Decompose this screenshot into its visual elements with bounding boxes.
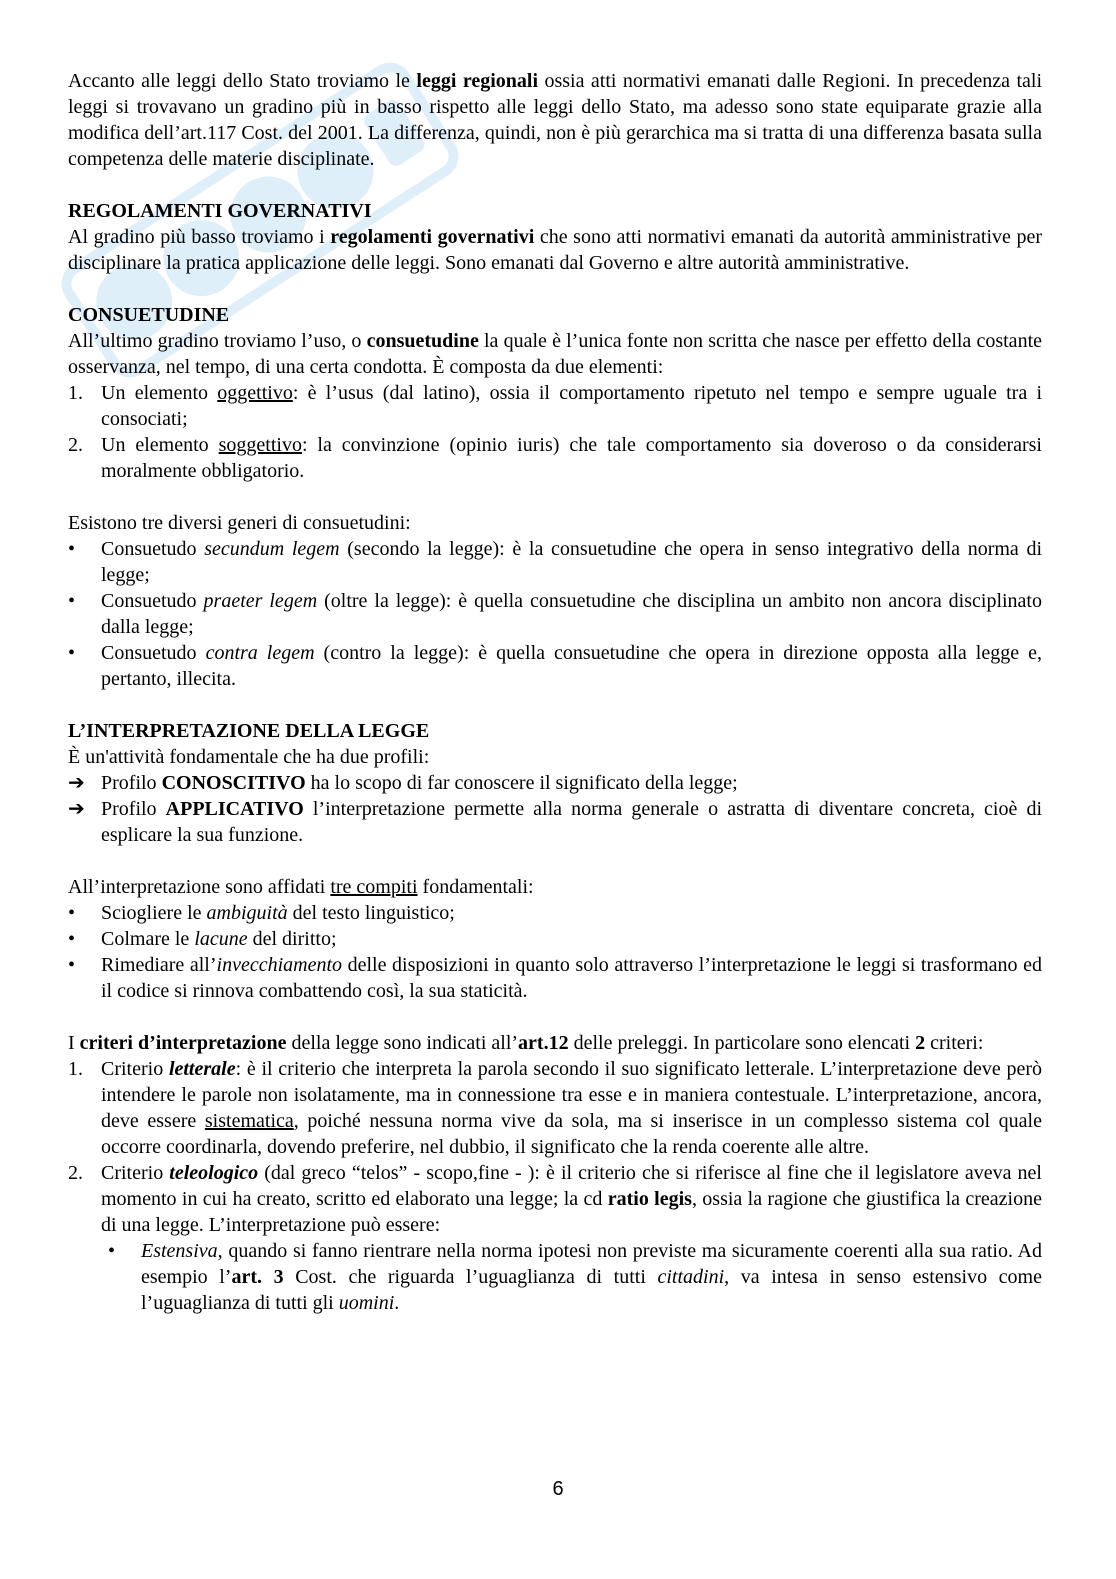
list-item-ambiguita: • Sciogliere le ambiguità del testo linguistico; xyxy=(68,902,455,924)
page-number: 6 xyxy=(552,1478,564,1500)
list-item-profilo-applicativo: ➔ Profilo APPLICATIVO l’interpretazione permette alla norma generale o astratta di diventare concreta, cioè di esplicare la sua funzione. xyxy=(68,798,1042,846)
paragraph-interpretazione-intro: È un'attività fondamentale che ha due profili: xyxy=(68,746,430,768)
paragraph-tre-compiti: All’interpretazione sono affidati tre compiti fondamentali: xyxy=(68,876,534,898)
list-item-secundum-legem: • Consuetudo secundum legem (secondo la legge): è la consuetudine che opera in senso integrativo della norma di legge; xyxy=(68,538,1043,586)
list-item-elemento-soggettivo: 2. Un elemento soggettivo: la convinzione (opinio iuris) che tale comportamento sia doveroso o da considerarsi moralmente obbligatorio. xyxy=(68,434,1042,482)
paragraph-regolamenti: Al gradino più basso troviamo i regolamenti governativi che sono atti normativi emanati da autorità amministrative per disciplinare la pratica applicazione delle leggi. Sono emanati dal Governo e altre autorità amministrative. xyxy=(68,226,1042,274)
paragraph-consuetudine: All’ultimo gradino troviamo l’uso, o consuetudine la quale è l’unica fonte non scritta che nasce per effetto della costante osservanza, nel tempo, di una certa condotta. È composta da due elementi: xyxy=(68,330,1042,378)
list-item-profilo-conoscitivo: ➔ Profilo CONOSCITIVO ha lo scopo di far conoscere il significato della legge; xyxy=(68,772,738,794)
paragraph-criteri: I criteri d’interpretazione della legge sono indicati all’art.12 delle preleggi. In particolare sono elencati 2 criteri: xyxy=(68,1032,984,1054)
list-item-criterio-letterale: 1. Criterio letterale: è il criterio che interpreta la parola secondo il suo significato letterale. L’interpretazione deve però intendere le parole non isolatamente, ma in connessione tra esse e in maniera contestuale. L’interpretazione, ancora, deve essere sistematica, poiché nessuna norma vive da sola, ma si inserisce in un complesso sistema col quale occorre coordinarla, dovendo preferire, nel dubbio, il significato che la renda coerente alle altre. xyxy=(68,1058,1042,1158)
list-item-estensiva: • Estensiva, quando si fanno rientrare nella norma ipotesi non previste ma sicuramente coerenti alla sua ratio. Ad esempio l’art. 3 Cost. che riguarda l’uguaglianza di tutti cittadini, va intesa in senso estensivo come l’uguaglianza di tutti gli uomini. xyxy=(108,1240,1042,1314)
heading-interpretazione: L’INTERPRETAZIONE DELLA LEGGE xyxy=(68,720,430,742)
document-page xyxy=(68,68,1042,1316)
list-item-invecchiamento: • Rimediare all’invecchiamento delle disposizioni in quanto solo attraverso l’interpretazione le leggi si trasformano ed il codice si rinnova combattendo così, la sua staticità. xyxy=(68,954,1043,1002)
heading-regolamenti-governativi: REGOLAMENTI GOVERNATIVI xyxy=(68,200,372,222)
paragraph-generi-consuetudini: Esistono tre diversi generi di consuetudini: xyxy=(68,512,411,534)
arrow-icon: ➔ xyxy=(68,772,85,794)
list-item-praeter-legem: • Consuetudo praeter legem (oltre la legge): è quella consuetudine che disciplina un ambito non ancora disciplinato dalla legge; xyxy=(68,590,1042,638)
paragraph-leggi-regionali: Accanto alle leggi dello Stato troviamo le leggi regionali ossia atti normativi emanati dalle Regioni. In precedenza tali leggi si trovavano un gradino più in basso rispetto alle leggi dello Stato, ma adesso sono state equiparate grazie alla modifica dell’art.117 Cost. del 2001. La differenza, quindi, non è più gerarchica ma si tratta di una differenza basata sulla competenza delle materie disciplinate. xyxy=(68,70,1043,170)
arrow-icon: ➔ xyxy=(68,798,85,820)
list-item-criterio-teleologico: 2. Criterio teleologico (dal greco “telos” - scopo,fine - ): è il criterio che si riferisce al fine che il legislatore aveva nel momento in cui ha creato, scritto ed elaborato una legge; la cd ratio legis, ossia la ragione che giustifica la creazione di una legge. L’interpretazione può essere: xyxy=(68,1162,1042,1236)
list-item-contra-legem: • Consuetudo contra legem (contro la legge): è quella consuetudine che opera in direzione opposta alla legge e, pertanto, illecita. xyxy=(68,642,1042,690)
list-item-lacune: • Colmare le lacune del diritto; xyxy=(68,928,337,950)
heading-consuetudine: CONSUETUDINE xyxy=(68,304,230,326)
list-item-elemento-oggettivo: 1. Un elemento oggettivo: è l’usus (dal latino), ossia il comportamento ripetuto nel tempo e sempre uguale tra i consociati; xyxy=(68,382,1043,430)
